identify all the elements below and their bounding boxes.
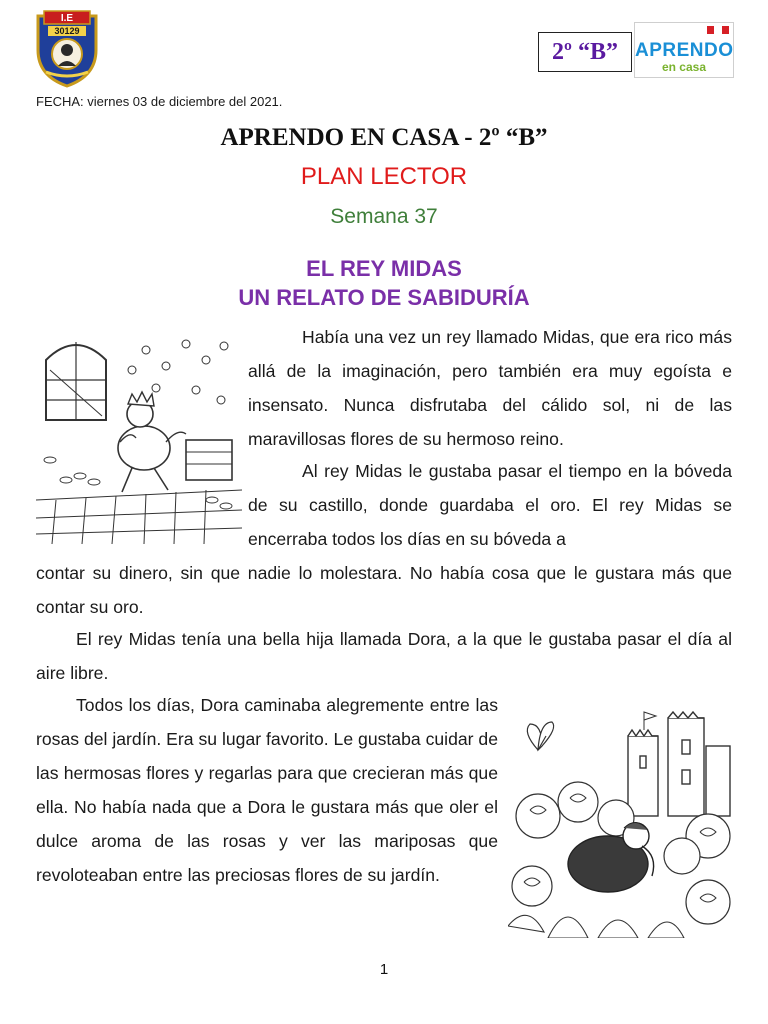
grade-label-box [538,32,632,72]
story-paragraph-2-continued: contar su dinero, sin que nadie lo molestara. No había cosa que le gustara más que contar su oro. [36,563,732,617]
page-number: 1 [379,961,389,978]
school-crest-logo [34,10,100,88]
dora-rose-garden-illustration [508,706,734,938]
story-paragraph-3: El rey Midas tenía una bella hija llamada Dora, a la que le gustaba pasar el día al aire libre. [36,629,732,683]
story-paragraph-1: Había una vez un rey llamado Midas, que era rico más allá de la imaginación, pero también era muy egoísta e insensato. Nunca disfrutaba del cálido sol, ni de las maravillosas flores de su hermoso reino. [248,327,732,449]
story-title-line1: EL REY MIDAS [306,256,462,281]
page-title: APRENDO EN CASA - 2º “B” [220,124,548,151]
story-title [0,254,768,312]
date-line: FECHA: viernes 03 de diciembre del 2021. [36,94,283,109]
grade-label: 2º “B” [552,38,618,65]
logo-line2: en casa [661,60,707,74]
crest-number: 30129 [54,26,80,36]
aprendo-en-casa-logo [634,22,734,78]
crest-letters: I.E [60,13,74,24]
king-midas-vault-illustration [36,330,242,544]
logo-line1: APRENDO [635,40,734,61]
week-label: Semana 37 [330,205,438,228]
section-subtitle: PLAN LECTOR [300,163,468,190]
peru-flag-icon [707,26,729,34]
story-title-line2: UN RELATO DE SABIDURÍA [238,285,530,310]
story-paragraph-2: Al rey Midas le gustaba pasar el tiempo en la bóveda de su castillo, donde guardaba el oro. El rey Midas se encerraba todos los días en su bóveda a [248,461,732,549]
story-paragraph-4: Todos los días, Dora caminaba alegremente entre las rosas del jardín. Era su lugar favorito. Le gustaba cuidar de las hermosas flores y regarlas para que crecieran más que ella. No había nada que a Dora le gustara más que oler el dulce aroma de las rosas y ver las mariposas que revoloteaban entre las preciosas flores de su jardín. [36,695,498,885]
